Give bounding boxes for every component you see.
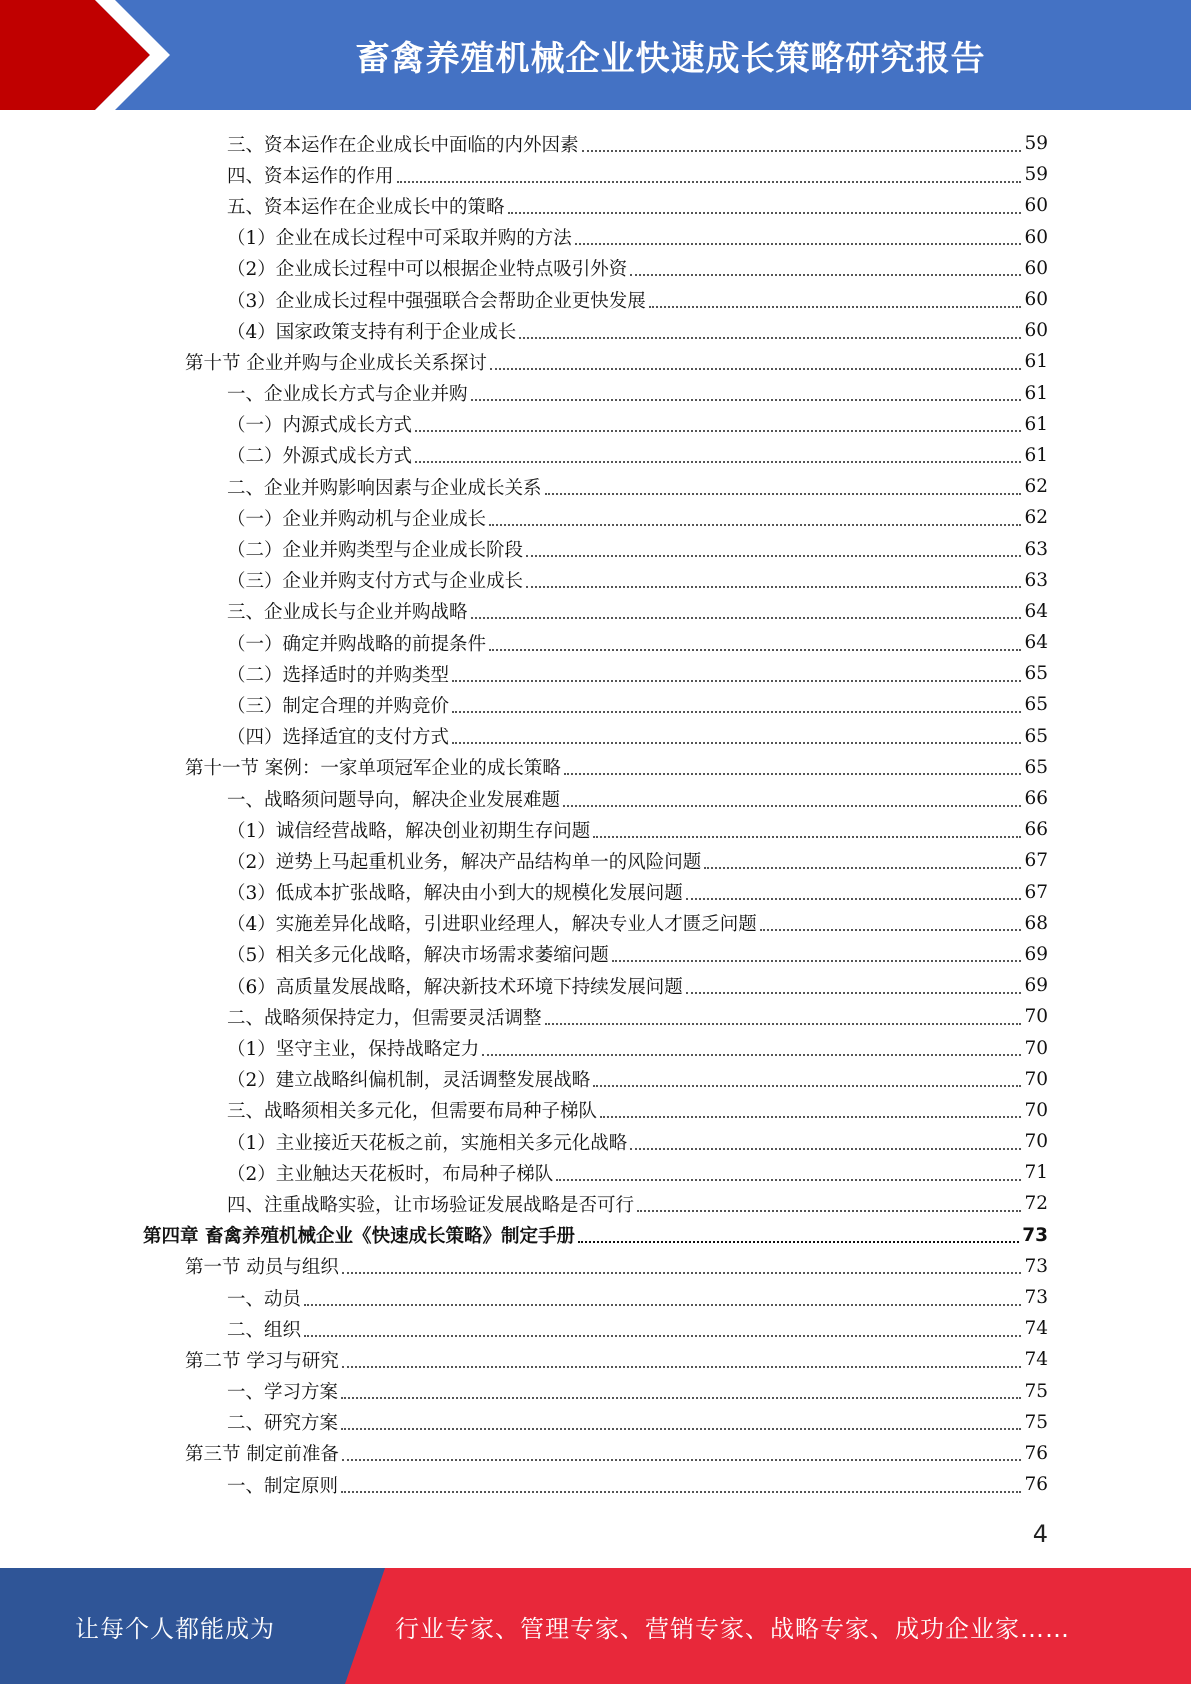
toc-entry-page: 61 xyxy=(1024,413,1048,435)
toc-entry-title: 一、制定原则 xyxy=(227,1475,339,1497)
toc-leader-dots xyxy=(452,742,1021,744)
toc-entry-page: 67 xyxy=(1024,881,1048,903)
toc-entry-title: 二、企业并购影响因素与企业成长关系 xyxy=(227,477,542,499)
toc-entry-page: 70 xyxy=(1024,1006,1048,1028)
toc-entry[interactable] xyxy=(227,1095,1048,1126)
toc-entry-title: （2）企业成长过程中可以根据企业特点吸引外资 xyxy=(227,259,628,281)
toc-entry-title: 第四章 畜禽养殖机械企业《快速成长策略》制定手册 xyxy=(143,1226,575,1248)
toc-entry-page: 60 xyxy=(1024,226,1048,248)
toc-entry[interactable] xyxy=(227,1282,1048,1313)
toc-entry-title: 第一节 动员与组织 xyxy=(185,1257,339,1279)
toc-leader-dots xyxy=(526,555,1021,557)
toc-entry[interactable] xyxy=(227,471,1048,502)
toc-entry-title: 第二节 学习与研究 xyxy=(185,1350,339,1372)
toc-leader-dots xyxy=(397,181,1022,183)
toc-entry-title: 四、注重战略实验，让市场验证发展战略是否可行 xyxy=(227,1194,635,1216)
toc-entry[interactable] xyxy=(227,128,1048,159)
toc-entry-title: （1）诚信经营战略，解决创业初期生存问题 xyxy=(227,820,591,842)
toc-leader-dots xyxy=(760,929,1022,931)
toc-entry-title: （1）坚守主业，保持战略定力 xyxy=(227,1039,480,1061)
toc-entry-page: 59 xyxy=(1024,164,1048,186)
toc-entry-page: 70 xyxy=(1024,1068,1048,1090)
toc-entry[interactable] xyxy=(227,533,1048,564)
toc-entry-page: 73 xyxy=(1022,1224,1048,1246)
toc-leader-dots xyxy=(342,1459,1022,1461)
toc-entry[interactable] xyxy=(227,1188,1048,1219)
toc-entry-title: （6）高质量发展战略，解决新技术环境下持续发展问题 xyxy=(227,976,683,998)
toc-entry-title: 一、战略须问题导向，解决企业发展难题 xyxy=(227,789,561,811)
toc-entry-page: 75 xyxy=(1024,1380,1048,1402)
toc-entry-page: 64 xyxy=(1024,632,1048,654)
toc-entry-title: 五、资本运作在企业成长中的策略 xyxy=(227,196,505,218)
toc-entry[interactable] xyxy=(227,1001,1048,1032)
toc-entry[interactable] xyxy=(185,752,1048,783)
toc-leader-dots xyxy=(637,1210,1021,1212)
toc-entry[interactable] xyxy=(227,721,1048,752)
toc-entry[interactable] xyxy=(185,1251,1048,1282)
toc-entry[interactable] xyxy=(185,346,1048,377)
toc-entry-page: 75 xyxy=(1024,1411,1048,1433)
toc-entry-page: 65 xyxy=(1024,663,1048,685)
toc-entry[interactable] xyxy=(227,970,1048,1001)
toc-entry[interactable] xyxy=(227,1064,1048,1095)
toc-leader-dots xyxy=(575,243,1022,245)
toc-entry-page: 69 xyxy=(1024,943,1048,965)
toc-entry[interactable] xyxy=(227,253,1048,284)
toc-entry-title: 三、资本运作在企业成长中面临的内外因素 xyxy=(227,134,579,156)
toc-entry[interactable] xyxy=(227,565,1048,596)
toc-entry-page: 73 xyxy=(1024,1287,1048,1309)
toc-leader-dots xyxy=(630,274,1021,276)
toc-entry[interactable] xyxy=(227,689,1048,720)
toc-entry-page: 68 xyxy=(1024,912,1048,934)
toc-entry-page: 60 xyxy=(1024,320,1048,342)
toc-entry-page: 74 xyxy=(1024,1349,1048,1371)
toc-entry[interactable] xyxy=(227,440,1048,471)
toc-leader-dots xyxy=(490,368,1022,370)
toc-leader-dots xyxy=(578,1241,1019,1243)
toc-leader-dots xyxy=(341,1491,1021,1493)
toc-entry-page: 64 xyxy=(1024,600,1048,622)
toc-entry[interactable] xyxy=(227,783,1048,814)
toc-leader-dots xyxy=(686,992,1022,994)
toc-entry-page: 65 xyxy=(1024,725,1048,747)
toc-entry-title: 二、战略须保持定力，但需要灵活调整 xyxy=(227,1007,542,1029)
toc-entry-title: 四、资本运作的作用 xyxy=(227,165,394,187)
toc-entry[interactable] xyxy=(143,1220,1048,1251)
toc-entry[interactable] xyxy=(227,1469,1048,1500)
toc-entry[interactable] xyxy=(227,627,1048,658)
toc-entry-title: （4）实施差异化战略，引进职业经理人，解决专业人才匮乏问题 xyxy=(227,914,757,936)
toc-entry-title: （二）选择适时的并购类型 xyxy=(227,664,450,686)
page-number: 4 xyxy=(1032,1520,1048,1548)
toc-leader-dots xyxy=(612,960,1022,962)
toc-entry-title: 一、学习方案 xyxy=(227,1382,339,1404)
toc-entry[interactable] xyxy=(227,1157,1048,1188)
toc-entry[interactable] xyxy=(227,378,1048,409)
toc-entry-page: 60 xyxy=(1024,289,1048,311)
toc-leader-dots xyxy=(563,805,1021,807)
toc-entry-page: 70 xyxy=(1024,1099,1048,1121)
toc-entry-page: 66 xyxy=(1024,788,1048,810)
toc-entry-title: 三、战略须相关多元化，但需要布局种子梯队 xyxy=(227,1101,598,1123)
table-of-contents xyxy=(0,128,1191,1500)
toc-entry-page: 76 xyxy=(1024,1442,1048,1464)
toc-leader-dots xyxy=(471,399,1022,401)
toc-entry-page: 63 xyxy=(1024,569,1048,591)
toc-entry-title: （二）企业并购类型与企业成长阶段 xyxy=(227,540,524,562)
toc-leader-dots xyxy=(545,1023,1022,1025)
toc-entry[interactable] xyxy=(227,1407,1048,1438)
toc-entry-page: 76 xyxy=(1024,1474,1048,1496)
toc-entry-title: （5）相关多元化战略，解决市场需求萎缩问题 xyxy=(227,945,609,967)
toc-entry-page: 61 xyxy=(1024,382,1048,404)
toc-entry-title: 二、研究方案 xyxy=(227,1413,339,1435)
toc-entry-page: 59 xyxy=(1024,133,1048,155)
toc-leader-dots xyxy=(630,1148,1021,1150)
toc-entry[interactable] xyxy=(227,1032,1048,1063)
toc-entry-title: （3）企业成长过程中强强联合会帮助企业更快发展 xyxy=(227,290,646,312)
footer-slogan-left: 让每个人都能成为 xyxy=(75,1614,275,1643)
toc-entry[interactable] xyxy=(227,658,1048,689)
toc-entry-page: 73 xyxy=(1024,1255,1048,1277)
toc-leader-dots xyxy=(304,1335,1021,1337)
toc-leader-dots xyxy=(600,1116,1021,1118)
toc-leader-dots xyxy=(452,711,1021,713)
toc-entry-page: 60 xyxy=(1024,257,1048,279)
toc-entry-title: （三）企业并购支付方式与企业成长 xyxy=(227,571,524,593)
toc-entry-title: （一）企业并购动机与企业成长 xyxy=(227,508,487,530)
toc-entry-title: （2）主业触达天花板时，布局种子梯队 xyxy=(227,1163,554,1185)
toc-entry[interactable] xyxy=(227,159,1048,190)
toc-entry[interactable] xyxy=(185,1344,1048,1375)
toc-entry-page: 67 xyxy=(1024,850,1048,872)
page-header xyxy=(0,0,1191,110)
toc-entry-title: 第十一节 案例：一家单项冠军企业的成长策略 xyxy=(185,758,561,780)
toc-entry-title: （1）企业在成长过程中可采取并购的方法 xyxy=(227,228,572,250)
toc-leader-dots xyxy=(341,1397,1021,1399)
toc-entry-title: 一、企业成长方式与企业并购 xyxy=(227,384,468,406)
toc-entry-page: 71 xyxy=(1024,1162,1048,1184)
toc-entry-title: （二）外源式成长方式 xyxy=(227,446,413,468)
toc-leader-dots xyxy=(341,1428,1021,1430)
footer-slogan-right: 行业专家、管理专家、营销专家、战略专家、成功企业家…… xyxy=(395,1614,1070,1643)
toc-entry-page: 62 xyxy=(1024,476,1048,498)
toc-entry-title: （3）低成本扩张战略，解决由小到大的规模化发展问题 xyxy=(227,883,683,905)
toc-entry-title: （一）内源式成长方式 xyxy=(227,415,413,437)
toc-leader-dots xyxy=(519,337,1021,339)
toc-entry-title: 第三节 制定前准备 xyxy=(185,1444,339,1466)
toc-entry[interactable] xyxy=(227,877,1048,908)
toc-entry-title: （4）国家政策支持有利于企业成长 xyxy=(227,321,517,343)
toc-entry[interactable] xyxy=(227,315,1048,346)
page-footer xyxy=(0,1568,1191,1684)
toc-entry-title: 二、组织 xyxy=(227,1319,302,1341)
toc-leader-dots xyxy=(342,1272,1022,1274)
toc-entry-title: （2）建立战略纠偏机制，灵活调整发展战略 xyxy=(227,1070,591,1092)
toc-leader-dots xyxy=(415,430,1021,432)
toc-entry-page: 63 xyxy=(1024,538,1048,560)
toc-entry[interactable] xyxy=(227,284,1048,315)
toc-entry[interactable] xyxy=(227,845,1048,876)
toc-entry[interactable] xyxy=(227,939,1048,970)
toc-leader-dots xyxy=(508,212,1022,214)
toc-entry[interactable] xyxy=(227,1126,1048,1157)
toc-entry-page: 72 xyxy=(1024,1193,1048,1215)
toc-entry-page: 62 xyxy=(1024,507,1048,529)
toc-leader-dots xyxy=(526,586,1021,588)
toc-leader-dots xyxy=(593,1085,1021,1087)
toc-leader-dots xyxy=(593,836,1021,838)
toc-leader-dots xyxy=(564,773,1022,775)
toc-entry-title: （2）逆势上马起重机业务，解决产品结构单一的风险问题 xyxy=(227,851,702,873)
toc-entry-title: （三）制定合理的并购竞价 xyxy=(227,695,450,717)
toc-leader-dots xyxy=(582,150,1022,152)
toc-entry-title: 三、企业成长与企业并购战略 xyxy=(227,602,468,624)
toc-leader-dots xyxy=(489,649,1021,651)
toc-leader-dots xyxy=(415,461,1021,463)
toc-entry-page: 60 xyxy=(1024,195,1048,217)
toc-entry[interactable] xyxy=(227,502,1048,533)
toc-leader-dots xyxy=(704,867,1021,869)
toc-entry-page: 65 xyxy=(1024,756,1048,778)
toc-leader-dots xyxy=(545,493,1022,495)
toc-leader-dots xyxy=(556,1179,1021,1181)
toc-entry-page: 70 xyxy=(1024,1037,1048,1059)
toc-leader-dots xyxy=(489,524,1021,526)
toc-leader-dots xyxy=(482,1054,1021,1056)
toc-entry-title: （四）选择适宜的支付方式 xyxy=(227,727,450,749)
toc-entry[interactable] xyxy=(227,190,1048,221)
toc-entry-title: （一）确定并购战略的前提条件 xyxy=(227,633,487,655)
toc-entry[interactable] xyxy=(227,222,1048,253)
header-title: 畜禽养殖机械企业快速成长策略研究报告 xyxy=(355,38,986,79)
toc-entry[interactable] xyxy=(227,409,1048,440)
toc-leader-dots xyxy=(304,1304,1021,1306)
toc-entry[interactable] xyxy=(185,1438,1048,1469)
toc-entry-page: 70 xyxy=(1024,1131,1048,1153)
toc-entry[interactable] xyxy=(227,1376,1048,1407)
toc-entry-page: 61 xyxy=(1024,444,1048,466)
toc-leader-dots xyxy=(452,680,1021,682)
toc-entry-page: 69 xyxy=(1024,975,1048,997)
toc-leader-dots xyxy=(342,1366,1022,1368)
toc-entry-page: 65 xyxy=(1024,694,1048,716)
toc-entry[interactable] xyxy=(227,908,1048,939)
toc-leader-dots xyxy=(471,617,1022,619)
toc-entry[interactable] xyxy=(227,814,1048,845)
toc-entry-page: 61 xyxy=(1024,351,1048,373)
toc-leader-dots xyxy=(649,306,1022,308)
toc-entry-title: 第十节 企业并购与企业成长关系探讨 xyxy=(185,352,487,374)
toc-entry[interactable] xyxy=(227,1313,1048,1344)
toc-entry-title: 一、动员 xyxy=(227,1288,302,1310)
toc-entry-page: 74 xyxy=(1024,1318,1048,1340)
toc-entry-title: （1）主业接近天花板之前，实施相关多元化战略 xyxy=(227,1132,628,1154)
toc-entry-page: 66 xyxy=(1024,819,1048,841)
toc-entry[interactable] xyxy=(227,596,1048,627)
toc-leader-dots xyxy=(686,898,1022,900)
